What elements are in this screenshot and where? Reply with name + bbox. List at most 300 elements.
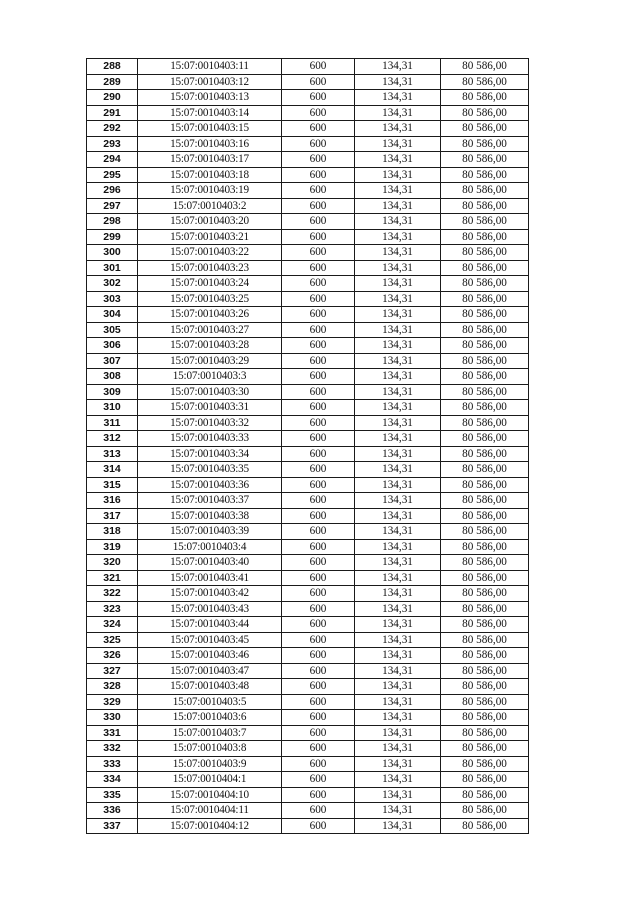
- table-row: [87, 214, 529, 230]
- area-cell: 600: [282, 214, 355, 230]
- value-cell: 80 586,00: [441, 648, 529, 664]
- row-number-cell: 321: [87, 570, 138, 586]
- row-number-cell: 296: [87, 183, 138, 199]
- value-cell: 80 586,00: [441, 105, 529, 121]
- row-number-cell: 337: [87, 818, 138, 834]
- value-cell: 80 586,00: [441, 214, 529, 230]
- row-number-cell: 300: [87, 245, 138, 261]
- cadastral-number-cell: 15:07:0010403:18: [138, 167, 282, 183]
- row-number-cell: 327: [87, 663, 138, 679]
- table-row: [87, 803, 529, 819]
- area-cell: 600: [282, 493, 355, 509]
- table-row: [87, 710, 529, 726]
- value-cell: 80 586,00: [441, 353, 529, 369]
- cadastral-number-cell: 15:07:0010403:25: [138, 291, 282, 307]
- rate-cell: 134,31: [355, 276, 441, 292]
- row-number-cell: 333: [87, 756, 138, 772]
- row-number-cell: 325: [87, 632, 138, 648]
- rate-cell: 134,31: [355, 493, 441, 509]
- rate-cell: 134,31: [355, 679, 441, 695]
- value-cell: 80 586,00: [441, 198, 529, 214]
- rate-cell: 134,31: [355, 555, 441, 571]
- value-cell: 80 586,00: [441, 694, 529, 710]
- area-cell: 600: [282, 245, 355, 261]
- rate-cell: 134,31: [355, 570, 441, 586]
- table-row: [87, 648, 529, 664]
- table-row: [87, 787, 529, 803]
- area-cell: 600: [282, 276, 355, 292]
- cadastral-number-cell: 15:07:0010403:2: [138, 198, 282, 214]
- rate-cell: 134,31: [355, 756, 441, 772]
- value-cell: 80 586,00: [441, 539, 529, 555]
- table-row: [87, 632, 529, 648]
- cadastral-number-cell: 15:07:0010403:28: [138, 338, 282, 354]
- value-cell: 80 586,00: [441, 679, 529, 695]
- row-number-cell: 317: [87, 508, 138, 524]
- cadastral-number-cell: 15:07:0010403:46: [138, 648, 282, 664]
- table-row: [87, 477, 529, 493]
- cadastral-number-cell: 15:07:0010403:47: [138, 663, 282, 679]
- rate-cell: 134,31: [355, 90, 441, 106]
- rate-cell: 134,31: [355, 787, 441, 803]
- area-cell: 600: [282, 508, 355, 524]
- row-number-cell: 301: [87, 260, 138, 276]
- row-number-cell: 293: [87, 136, 138, 152]
- table-row: [87, 446, 529, 462]
- area-cell: 600: [282, 524, 355, 540]
- area-cell: 600: [282, 663, 355, 679]
- rate-cell: 134,31: [355, 617, 441, 633]
- table-row: [87, 260, 529, 276]
- cadastral-number-cell: 15:07:0010403:9: [138, 756, 282, 772]
- cadastral-number-cell: 15:07:0010403:41: [138, 570, 282, 586]
- rate-cell: 134,31: [355, 431, 441, 447]
- value-cell: 80 586,00: [441, 508, 529, 524]
- cadastral-number-cell: 15:07:0010403:8: [138, 741, 282, 757]
- row-number-cell: 318: [87, 524, 138, 540]
- table-row: [87, 415, 529, 431]
- row-number-cell: 320: [87, 555, 138, 571]
- rate-cell: 134,31: [355, 136, 441, 152]
- table-row: [87, 121, 529, 137]
- rate-cell: 134,31: [355, 229, 441, 245]
- area-cell: 600: [282, 539, 355, 555]
- cadastral-number-cell: 15:07:0010403:26: [138, 307, 282, 323]
- value-cell: 80 586,00: [441, 524, 529, 540]
- area-cell: 600: [282, 462, 355, 478]
- area-cell: 600: [282, 291, 355, 307]
- table-row: [87, 105, 529, 121]
- cadastral-number-cell: 15:07:0010403:7: [138, 725, 282, 741]
- value-cell: 80 586,00: [441, 462, 529, 478]
- cadastral-number-cell: 15:07:0010404:10: [138, 787, 282, 803]
- area-cell: 600: [282, 772, 355, 788]
- rate-cell: 134,31: [355, 198, 441, 214]
- area-cell: 600: [282, 710, 355, 726]
- cadastral-number-cell: 15:07:0010403:32: [138, 415, 282, 431]
- rate-cell: 134,31: [355, 307, 441, 323]
- value-cell: 80 586,00: [441, 245, 529, 261]
- cadastral-number-cell: 15:07:0010404:11: [138, 803, 282, 819]
- cadastral-number-cell: 15:07:0010403:34: [138, 446, 282, 462]
- row-number-cell: 331: [87, 725, 138, 741]
- value-cell: 80 586,00: [441, 663, 529, 679]
- value-cell: 80 586,00: [441, 803, 529, 819]
- row-number-cell: 297: [87, 198, 138, 214]
- cadastral-number-cell: 15:07:0010403:5: [138, 694, 282, 710]
- rate-cell: 134,31: [355, 400, 441, 416]
- value-cell: 80 586,00: [441, 570, 529, 586]
- row-number-cell: 326: [87, 648, 138, 664]
- row-number-cell: 292: [87, 121, 138, 137]
- rate-cell: 134,31: [355, 710, 441, 726]
- area-cell: 600: [282, 555, 355, 571]
- cadastral-number-cell: 15:07:0010403:39: [138, 524, 282, 540]
- cadastral-number-cell: 15:07:0010403:13: [138, 90, 282, 106]
- area-cell: 600: [282, 741, 355, 757]
- row-number-cell: 305: [87, 322, 138, 338]
- table-row: [87, 725, 529, 741]
- table-row: [87, 741, 529, 757]
- cadastral-number-cell: 15:07:0010403:45: [138, 632, 282, 648]
- cadastral-number-cell: 15:07:0010403:23: [138, 260, 282, 276]
- cadastral-number-cell: 15:07:0010403:20: [138, 214, 282, 230]
- cadastral-number-cell: 15:07:0010403:29: [138, 353, 282, 369]
- area-cell: 600: [282, 694, 355, 710]
- row-number-cell: 335: [87, 787, 138, 803]
- cadastral-number-cell: 15:07:0010403:21: [138, 229, 282, 245]
- value-cell: 80 586,00: [441, 601, 529, 617]
- table-row: [87, 539, 529, 555]
- cadastral-number-cell: 15:07:0010404:12: [138, 818, 282, 834]
- area-cell: 600: [282, 725, 355, 741]
- rate-cell: 134,31: [355, 694, 441, 710]
- table-row: [87, 694, 529, 710]
- area-cell: 600: [282, 183, 355, 199]
- rate-cell: 134,31: [355, 601, 441, 617]
- table-row: [87, 291, 529, 307]
- rate-cell: 134,31: [355, 183, 441, 199]
- table-body: [87, 59, 529, 834]
- row-number-cell: 304: [87, 307, 138, 323]
- area-cell: 600: [282, 322, 355, 338]
- table-row: [87, 369, 529, 385]
- row-number-cell: 311: [87, 415, 138, 431]
- area-cell: 600: [282, 307, 355, 323]
- table-row: [87, 136, 529, 152]
- cadastral-number-cell: 15:07:0010403:12: [138, 74, 282, 90]
- cadastral-number-cell: 15:07:0010403:48: [138, 679, 282, 695]
- row-number-cell: 306: [87, 338, 138, 354]
- value-cell: 80 586,00: [441, 787, 529, 803]
- rate-cell: 134,31: [355, 353, 441, 369]
- value-cell: 80 586,00: [441, 415, 529, 431]
- table-row: [87, 601, 529, 617]
- area-cell: 600: [282, 136, 355, 152]
- row-number-cell: 291: [87, 105, 138, 121]
- cadastral-number-cell: 15:07:0010403:33: [138, 431, 282, 447]
- value-cell: 80 586,00: [441, 74, 529, 90]
- cadastral-number-cell: 15:07:0010403:30: [138, 384, 282, 400]
- area-cell: 600: [282, 570, 355, 586]
- value-cell: 80 586,00: [441, 183, 529, 199]
- row-number-cell: 328: [87, 679, 138, 695]
- value-cell: 80 586,00: [441, 756, 529, 772]
- rate-cell: 134,31: [355, 663, 441, 679]
- table-row: [87, 462, 529, 478]
- table-row: [87, 586, 529, 602]
- value-cell: 80 586,00: [441, 152, 529, 168]
- rate-cell: 134,31: [355, 105, 441, 121]
- cadastral-number-cell: 15:07:0010403:15: [138, 121, 282, 137]
- value-cell: 80 586,00: [441, 136, 529, 152]
- rate-cell: 134,31: [355, 508, 441, 524]
- area-cell: 600: [282, 229, 355, 245]
- value-cell: 80 586,00: [441, 307, 529, 323]
- table-row: [87, 307, 529, 323]
- rate-cell: 134,31: [355, 59, 441, 75]
- value-cell: 80 586,00: [441, 586, 529, 602]
- cadastral-number-cell: 15:07:0010403:36: [138, 477, 282, 493]
- row-number-cell: 316: [87, 493, 138, 509]
- cadastral-number-cell: 15:07:0010403:17: [138, 152, 282, 168]
- table-row: [87, 338, 529, 354]
- rate-cell: 134,31: [355, 74, 441, 90]
- value-cell: 80 586,00: [441, 632, 529, 648]
- rate-cell: 134,31: [355, 369, 441, 385]
- rate-cell: 134,31: [355, 648, 441, 664]
- cadastral-number-cell: 15:07:0010403:37: [138, 493, 282, 509]
- value-cell: 80 586,00: [441, 322, 529, 338]
- rate-cell: 134,31: [355, 152, 441, 168]
- area-cell: 600: [282, 90, 355, 106]
- table-row: [87, 245, 529, 261]
- area-cell: 600: [282, 617, 355, 633]
- table-row: [87, 353, 529, 369]
- rate-cell: 134,31: [355, 167, 441, 183]
- table-row: [87, 90, 529, 106]
- cadastral-number-cell: 15:07:0010403:43: [138, 601, 282, 617]
- row-number-cell: 324: [87, 617, 138, 633]
- row-number-cell: 294: [87, 152, 138, 168]
- cadastral-number-cell: 15:07:0010403:42: [138, 586, 282, 602]
- rate-cell: 134,31: [355, 121, 441, 137]
- area-cell: 600: [282, 632, 355, 648]
- row-number-cell: 299: [87, 229, 138, 245]
- area-cell: 600: [282, 431, 355, 447]
- table-row: [87, 818, 529, 834]
- rate-cell: 134,31: [355, 384, 441, 400]
- row-number-cell: 295: [87, 167, 138, 183]
- area-cell: 600: [282, 477, 355, 493]
- table-row: [87, 663, 529, 679]
- cadastral-number-cell: 15:07:0010403:6: [138, 710, 282, 726]
- table-row: [87, 59, 529, 75]
- area-cell: 600: [282, 152, 355, 168]
- row-number-cell: 334: [87, 772, 138, 788]
- area-cell: 600: [282, 121, 355, 137]
- table-row: [87, 198, 529, 214]
- table-row: [87, 555, 529, 571]
- rate-cell: 134,31: [355, 818, 441, 834]
- value-cell: 80 586,00: [441, 477, 529, 493]
- area-cell: 600: [282, 105, 355, 121]
- value-cell: 80 586,00: [441, 400, 529, 416]
- value-cell: 80 586,00: [441, 384, 529, 400]
- cadastral-table: [86, 58, 529, 834]
- area-cell: 600: [282, 415, 355, 431]
- area-cell: 600: [282, 353, 355, 369]
- value-cell: 80 586,00: [441, 276, 529, 292]
- value-cell: 80 586,00: [441, 710, 529, 726]
- area-cell: 600: [282, 601, 355, 617]
- value-cell: 80 586,00: [441, 555, 529, 571]
- row-number-cell: 323: [87, 601, 138, 617]
- cadastral-number-cell: 15:07:0010403:35: [138, 462, 282, 478]
- rate-cell: 134,31: [355, 338, 441, 354]
- rate-cell: 134,31: [355, 245, 441, 261]
- cadastral-number-cell: 15:07:0010403:14: [138, 105, 282, 121]
- table-row: [87, 756, 529, 772]
- value-cell: 80 586,00: [441, 741, 529, 757]
- row-number-cell: 322: [87, 586, 138, 602]
- value-cell: 80 586,00: [441, 291, 529, 307]
- cadastral-number-cell: 15:07:0010403:44: [138, 617, 282, 633]
- table-row: [87, 508, 529, 524]
- table-row: [87, 74, 529, 90]
- rate-cell: 134,31: [355, 632, 441, 648]
- value-cell: 80 586,00: [441, 772, 529, 788]
- cadastral-number-cell: 15:07:0010403:16: [138, 136, 282, 152]
- area-cell: 600: [282, 679, 355, 695]
- rate-cell: 134,31: [355, 803, 441, 819]
- rate-cell: 134,31: [355, 524, 441, 540]
- rate-cell: 134,31: [355, 741, 441, 757]
- cadastral-number-cell: 15:07:0010403:31: [138, 400, 282, 416]
- value-cell: 80 586,00: [441, 167, 529, 183]
- area-cell: 600: [282, 400, 355, 416]
- row-number-cell: 312: [87, 431, 138, 447]
- value-cell: 80 586,00: [441, 59, 529, 75]
- rate-cell: 134,31: [355, 772, 441, 788]
- row-number-cell: 290: [87, 90, 138, 106]
- table-row: [87, 229, 529, 245]
- table-row: [87, 772, 529, 788]
- cadastral-number-cell: 15:07:0010404:1: [138, 772, 282, 788]
- rate-cell: 134,31: [355, 322, 441, 338]
- table-row: [87, 570, 529, 586]
- table-row: [87, 322, 529, 338]
- area-cell: 600: [282, 446, 355, 462]
- row-number-cell: 289: [87, 74, 138, 90]
- area-cell: 600: [282, 167, 355, 183]
- area-cell: 600: [282, 198, 355, 214]
- rate-cell: 134,31: [355, 415, 441, 431]
- table-row: [87, 183, 529, 199]
- rate-cell: 134,31: [355, 586, 441, 602]
- table-row: [87, 679, 529, 695]
- row-number-cell: 314: [87, 462, 138, 478]
- area-cell: 600: [282, 384, 355, 400]
- row-number-cell: 310: [87, 400, 138, 416]
- value-cell: 80 586,00: [441, 369, 529, 385]
- row-number-cell: 308: [87, 369, 138, 385]
- table-row: [87, 167, 529, 183]
- area-cell: 600: [282, 369, 355, 385]
- value-cell: 80 586,00: [441, 725, 529, 741]
- rate-cell: 134,31: [355, 462, 441, 478]
- area-cell: 600: [282, 586, 355, 602]
- value-cell: 80 586,00: [441, 818, 529, 834]
- row-number-cell: 298: [87, 214, 138, 230]
- value-cell: 80 586,00: [441, 431, 529, 447]
- row-number-cell: 288: [87, 59, 138, 75]
- cadastral-number-cell: 15:07:0010403:40: [138, 555, 282, 571]
- value-cell: 80 586,00: [441, 338, 529, 354]
- area-cell: 600: [282, 648, 355, 664]
- row-number-cell: 315: [87, 477, 138, 493]
- value-cell: 80 586,00: [441, 90, 529, 106]
- table-row: [87, 400, 529, 416]
- table-row: [87, 384, 529, 400]
- row-number-cell: 309: [87, 384, 138, 400]
- table-row: [87, 524, 529, 540]
- cadastral-number-cell: 15:07:0010403:38: [138, 508, 282, 524]
- table-row: [87, 431, 529, 447]
- cadastral-number-cell: 15:07:0010403:3: [138, 369, 282, 385]
- rate-cell: 134,31: [355, 539, 441, 555]
- rate-cell: 134,31: [355, 477, 441, 493]
- value-cell: 80 586,00: [441, 446, 529, 462]
- row-number-cell: 319: [87, 539, 138, 555]
- area-cell: 600: [282, 756, 355, 772]
- value-cell: 80 586,00: [441, 493, 529, 509]
- cadastral-number-cell: 15:07:0010403:22: [138, 245, 282, 261]
- table-row: [87, 276, 529, 292]
- cadastral-number-cell: 15:07:0010403:4: [138, 539, 282, 555]
- rate-cell: 134,31: [355, 725, 441, 741]
- row-number-cell: 329: [87, 694, 138, 710]
- value-cell: 80 586,00: [441, 229, 529, 245]
- table-row: [87, 617, 529, 633]
- cadastral-number-cell: 15:07:0010403:19: [138, 183, 282, 199]
- cadastral-number-cell: 15:07:0010403:27: [138, 322, 282, 338]
- value-cell: 80 586,00: [441, 121, 529, 137]
- row-number-cell: 307: [87, 353, 138, 369]
- row-number-cell: 302: [87, 276, 138, 292]
- row-number-cell: 313: [87, 446, 138, 462]
- table-row: [87, 152, 529, 168]
- cadastral-number-cell: 15:07:0010403:11: [138, 59, 282, 75]
- rate-cell: 134,31: [355, 214, 441, 230]
- area-cell: 600: [282, 818, 355, 834]
- area-cell: 600: [282, 59, 355, 75]
- value-cell: 80 586,00: [441, 617, 529, 633]
- rate-cell: 134,31: [355, 291, 441, 307]
- area-cell: 600: [282, 803, 355, 819]
- cadastral-number-cell: 15:07:0010403:24: [138, 276, 282, 292]
- area-cell: 600: [282, 338, 355, 354]
- rate-cell: 134,31: [355, 260, 441, 276]
- row-number-cell: 336: [87, 803, 138, 819]
- area-cell: 600: [282, 787, 355, 803]
- value-cell: 80 586,00: [441, 260, 529, 276]
- row-number-cell: 303: [87, 291, 138, 307]
- row-number-cell: 332: [87, 741, 138, 757]
- area-cell: 600: [282, 74, 355, 90]
- area-cell: 600: [282, 260, 355, 276]
- row-number-cell: 330: [87, 710, 138, 726]
